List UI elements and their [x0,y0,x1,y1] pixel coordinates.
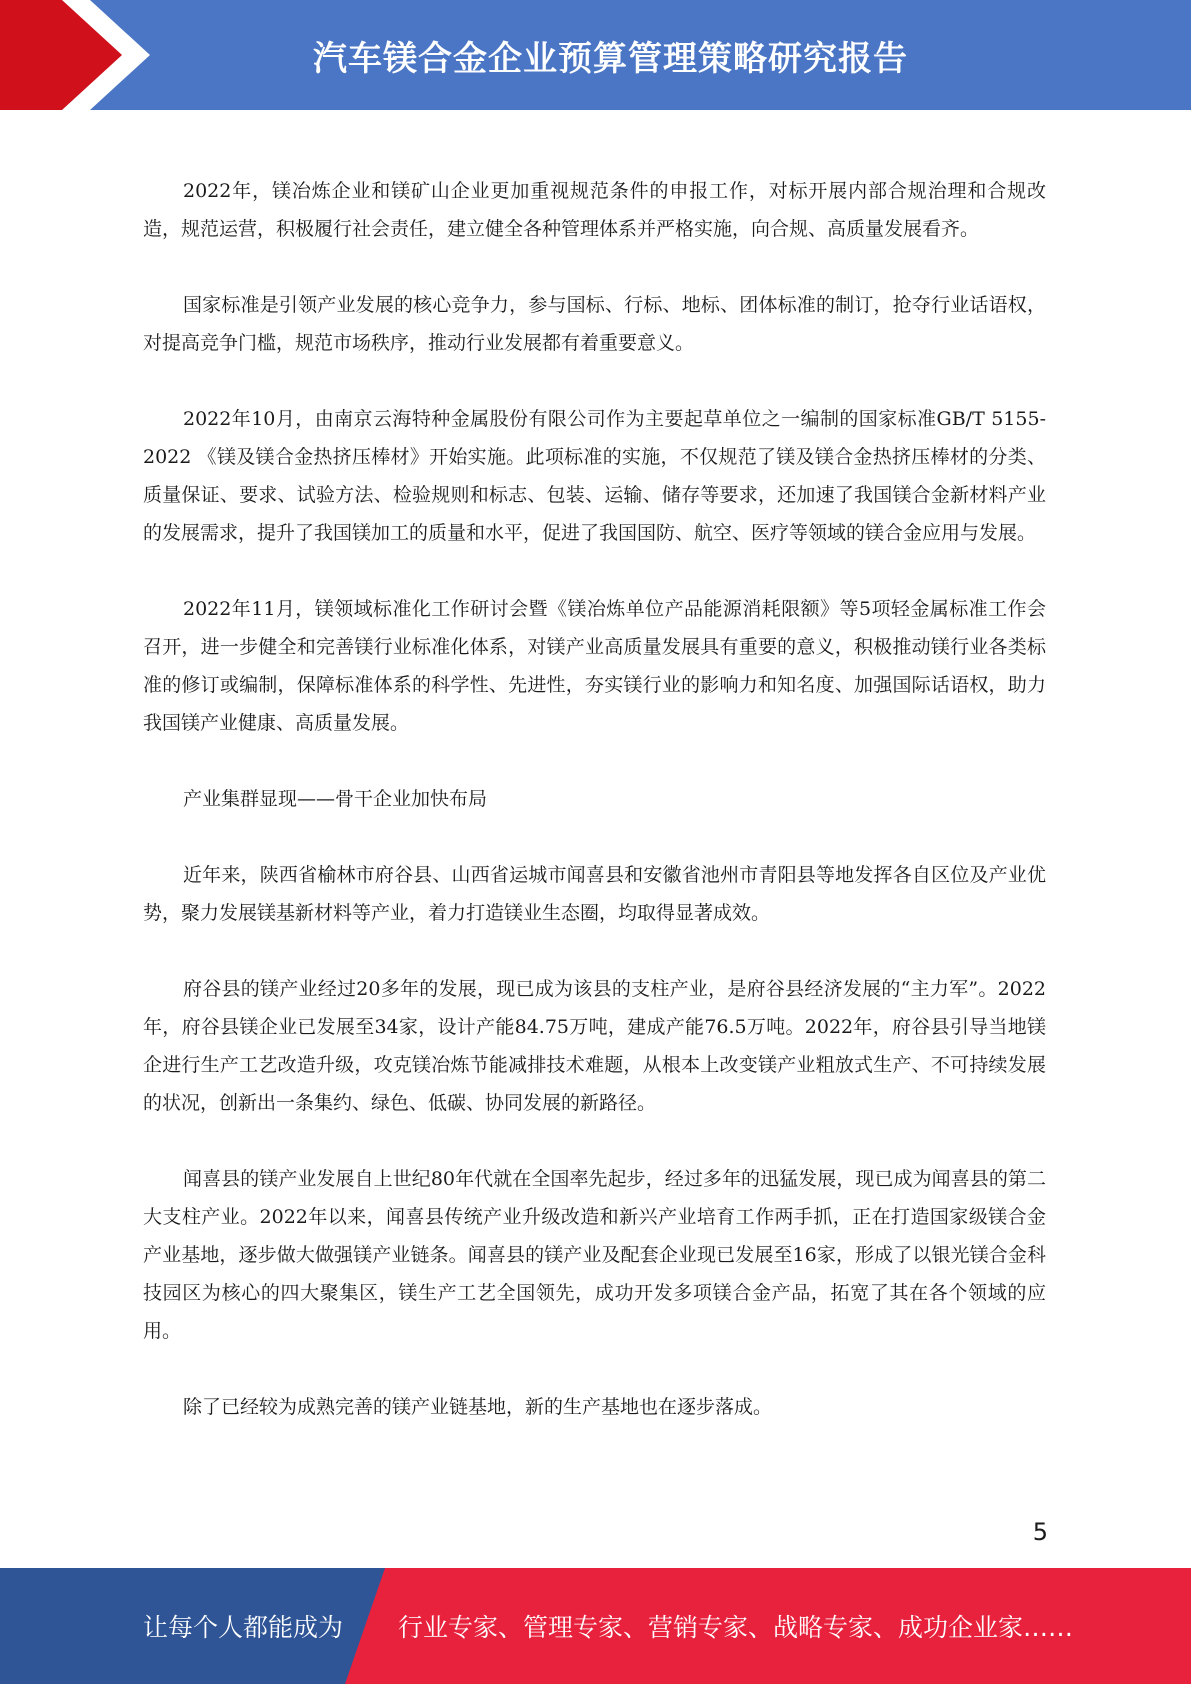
section-heading: 产业集群显现——骨干企业加快布局 [183,788,488,810]
page-number: 5 [1032,1518,1048,1546]
footer-slogan-right: 行业专家、管理专家、营销专家、战略专家、成功企业家…… [398,1613,1074,1642]
paragraph: 2022年，镁冶炼企业和镁矿山企业更加重视规范条件的申报工作，对标开展内部合规治理和合规改造，规范运营，积极履行社会责任，建立健全各种管理体系并严格实施，向合规、高质量发展看齐。 [143,180,1046,240]
paragraph: 国家标准是引领产业发展的核心竞争力，参与国标、行标、地标、团体标准的制订，抢夺行业话语权，对提高竞争门槛，规范市场秩序，推动行业发展都有着重要意义。 [143,294,1046,354]
document-body [143,172,1046,1464]
paragraph: 2022年11月，镁领域标准化工作研讨会暨《镁冶炼单位产品能源消耗限额》等5项轻金属标准工作会召开，进一步健全和完善镁行业标准化体系，对镁产业高质量发展具有重要的意义，积极推动镁行业各类标准的修订或编制，保障标准体系的科学性、先进性，夯实镁行业的影响力和知名度、加强国际话语权，助力我国镁产业健康、高质量发展。 [143,598,1046,734]
paragraph: 府谷县的镁产业经过20多年的发展，现已成为该县的支柱产业，是府谷县经济发展的“主力军”。2022年，府谷县镁企业已发展至34家，设计产能84.75万吨，建成产能76.5万吨。2022年，府谷县引导当地镁企进行生产工艺改造升级，攻克镁冶炼节能减排技术难题，从根本上改变镁产业粗放式生产、不可持续发展的状况，创新出一条集约、绿色、低碳、协同发展的新路径。 [143,978,1046,1114]
paragraph: 除了已经较为成熟完善的镁产业链基地，新的生产基地也在逐步落成。 [183,1396,773,1418]
paragraph: 近年来，陕西省榆林市府谷县、山西省运城市闻喜县和安徽省池州市青阳县等地发挥各自区位及产业优势，聚力发展镁基新材料等产业，着力打造镁业生态圈，均取得显著成效。 [143,864,1046,924]
footer-slogan-left: 让每个人都能成为 [143,1613,344,1642]
page-footer [0,1568,1191,1684]
header-arrow-decoration [0,0,160,110]
paragraph: 2022年10月，由南京云海特种金属股份有限公司作为主要起草单位之一编制的国家标准GB/T 5155-2022 《镁及镁合金热挤压棒材》开始实施。此项标准的实施，不仅规范了镁及镁合金热挤压棒材的分类、质量保证、要求、试验方法、检验规则和标志、包装、运输、储存等要求，还加速了我国镁合金新材料产业的发展需求，提升了我国镁加工的质量和水平，促进了我国国防、航空、医疗等领域的镁合金应用与发展。 [143,408,1046,544]
report-title: 汽车镁合金企业预算管理策略研究报告 [313,38,908,79]
paragraph: 闻喜县的镁产业发展自上世纪80年代就在全国率先起步，经过多年的迅猛发展，现已成为闻喜县的第二大支柱产业。2022年以来，闻喜县传统产业升级改造和新兴产业培育工作两手抓，正在打造国家级镁合金产业基地，逐步做大做强镁产业链条。闻喜县的镁产业及配套企业现已发展至16家，形成了以银光镁合金科技园区为核心的四大聚集区，镁生产工艺全国领先，成功开发多项镁合金产品，拓宽了其在各个领域的应用。 [143,1168,1046,1342]
page-header [0,0,1191,110]
